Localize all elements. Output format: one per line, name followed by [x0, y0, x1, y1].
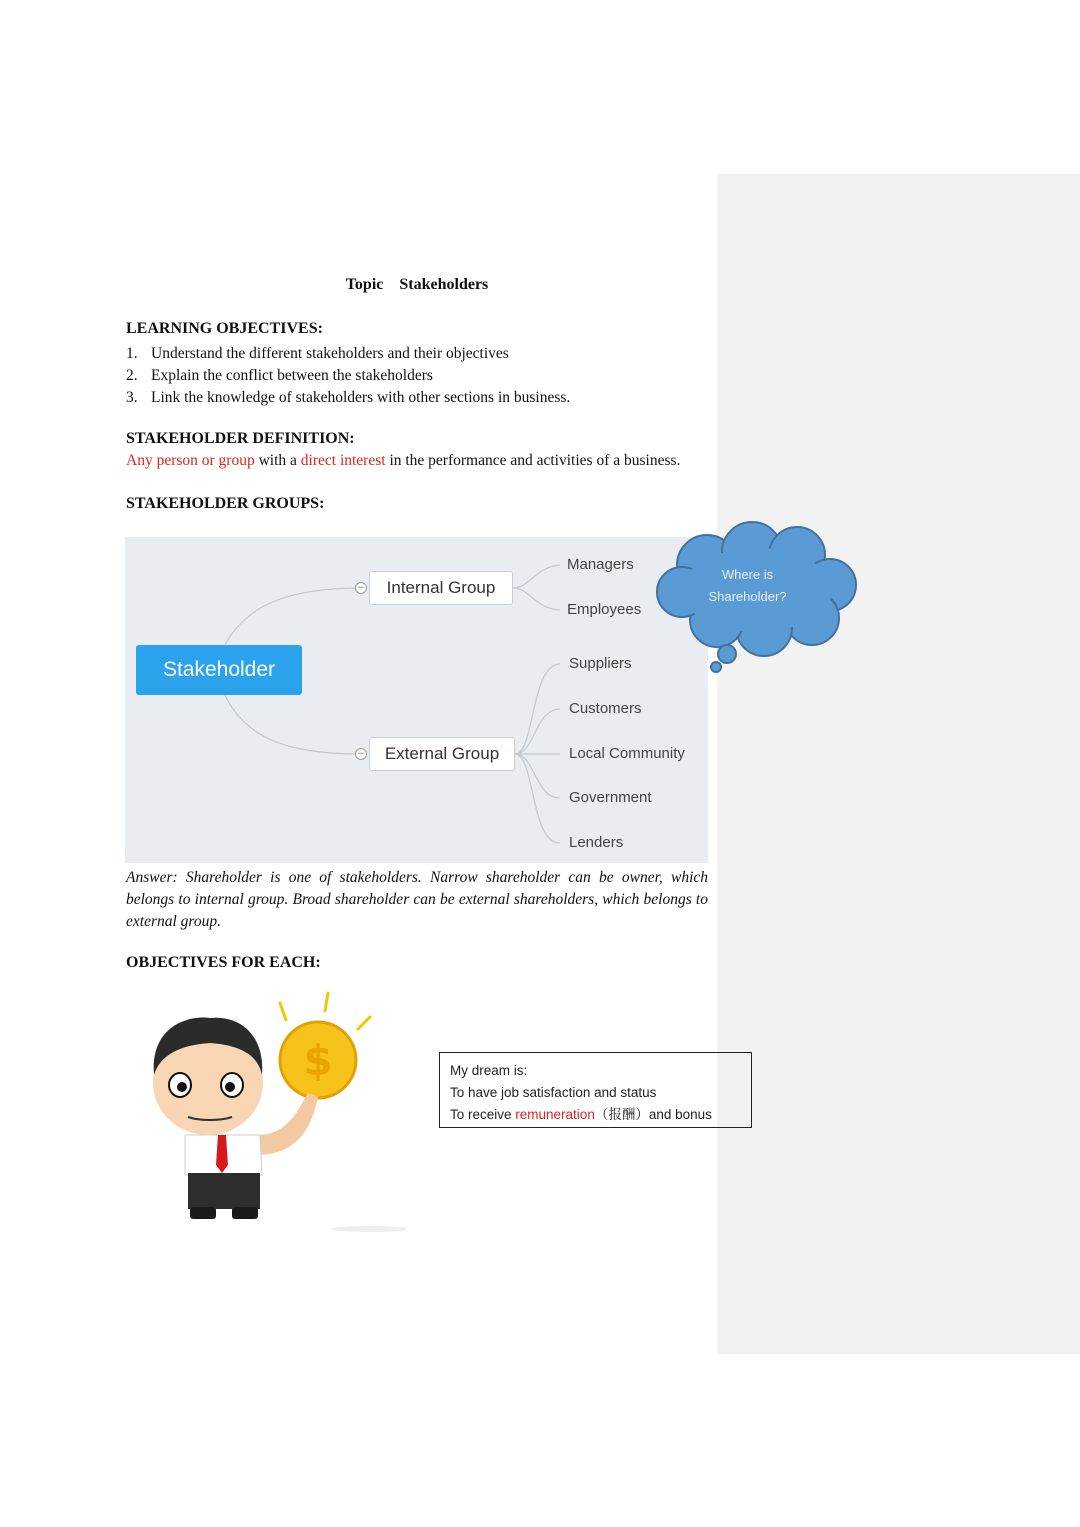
leaf-government: Government — [569, 789, 652, 806]
topic-label: Topic — [345, 276, 384, 293]
definition-heading: STAKEHOLDER DEFINITION: — [126, 430, 355, 447]
dream-text-box: My dream is: To have job satisfaction and status To receive remuneration（报酬）and bonus — [439, 1052, 752, 1128]
collapse-icon[interactable]: − — [355, 582, 367, 594]
external-group-node: External Group — [369, 737, 515, 771]
leaf-lenders: Lenders — [569, 834, 624, 851]
stakeholder-mindmap — [125, 537, 708, 863]
list-item: 3. Link the knowledge of stakeholders with other sections in business. — [126, 389, 571, 406]
leaf-local-community: Local Community — [569, 745, 685, 762]
svg-text:$: $ — [303, 1036, 333, 1085]
learning-objectives-heading: LEARNING OBJECTIVES: — [126, 320, 323, 337]
collapse-icon[interactable]: − — [355, 748, 367, 760]
topic-name: Stakeholders — [399, 276, 489, 293]
comment-margin-panel — [717, 174, 1080, 1354]
leaf-suppliers: Suppliers — [569, 655, 632, 672]
answer-paragraph: Answer: Shareholder is one of stakeholders. Narrow shareholder can be owner, which belongs to internal group. Broad shareholder can be external shareholders, which belongs to external group. — [126, 869, 708, 930]
leaf-managers: Managers — [567, 556, 634, 573]
page-title — [0, 276, 834, 294]
list-item: 2. Explain the conflict between the stakeholders — [126, 367, 433, 384]
mindmap-root-node: Stakeholder — [136, 645, 302, 695]
cloud-callout-text: Where is Shareholder? — [708, 567, 787, 604]
list-item: 1. Understand the different stakeholders and their objectives — [126, 345, 509, 362]
businessman-coin-illustration-icon — [140, 985, 405, 1235]
leaf-customers: Customers — [569, 700, 642, 717]
internal-group-node: Internal Group — [369, 571, 513, 605]
definition-text: Any person or group with a direct interest in the performance and activities of a business. — [126, 452, 681, 469]
leaf-employees: Employees — [567, 601, 642, 618]
learning-objectives-list — [126, 343, 570, 409]
groups-heading: STAKEHOLDER GROUPS: — [126, 495, 325, 512]
objectives-each-heading: OBJECTIVES FOR EACH: — [126, 954, 321, 971]
